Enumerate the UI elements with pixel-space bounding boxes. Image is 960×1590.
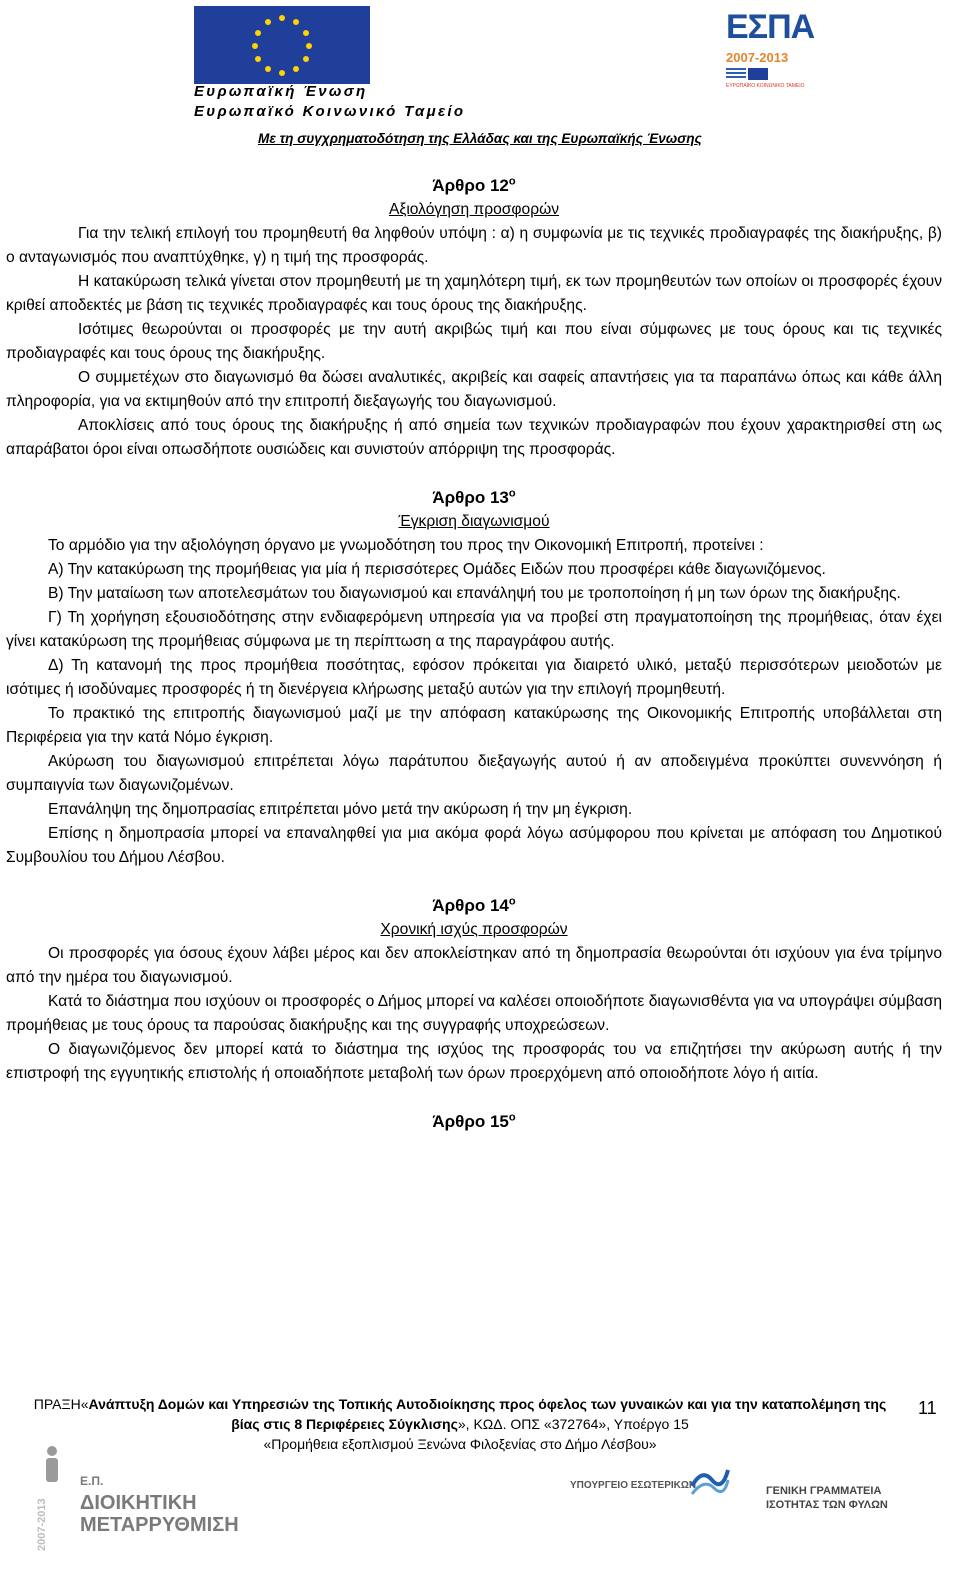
article-13-p5: Δ) Τη κατανομή της προς προμήθεια ποσότητας, εφόσον πρόκειται για διαιρετό υλικό, μεταξύ περισσότερων μειοδοτών με ισότιμες ή ισοδύναμες προσφορές ή τη διενέργεια κλήρωσης μεταξύ αυτών για την επιλογή προμηθευτή. — [6, 657, 942, 698]
gender-equality-secretariat-logo — [766, 1484, 888, 1512]
article-13-p7: Ακύρωση του διαγωνισμού επιτρέπεται λόγω παράτυπου διεξαγωγής αυτού ή αν αποδειγμένα προκύπτει συνεννόηση ή συμπαιγνία των διαγωνιζομένων. — [6, 753, 942, 794]
eu-text — [194, 82, 465, 122]
cofunding-line: Με τη συγχρηματοδότηση της Ελλάδας και της Ευρωπαϊκής Ένωσης — [258, 131, 702, 146]
page-number: 11 — [918, 1398, 937, 1418]
footer-line3: «Προμήθεια εξοπλισμού Ξενώνα Φιλοξενίας στο Δήμο Λέσβου» — [263, 1436, 657, 1452]
eu-line1: Ευρωπαϊκή Ένωση — [194, 83, 368, 100]
espa-logo — [716, 8, 815, 92]
article-12-p5: Αποκλίσεις από τους όρους της διακήρυξης ή από σημεία των τεχνικών προδιαγραφών που έχουν χαρακτηρισθεί στη ως απαράβατοι όροι είναι οπωσδήποτε ουσιώδεις και συνιστούν απόρριψη της προσφοράς. — [6, 417, 942, 458]
article-15-heading: Άρθρο $15^o$ — [432, 1111, 516, 1131]
dm-line2: ΜΕΤΑΡΡΥΘΜΙΣΗ — [80, 1514, 239, 1536]
dm-line1: ΔΙΟΙΚΗΤΙΚΗ — [80, 1492, 197, 1514]
eu-flag-logo — [194, 6, 370, 84]
article-14-p2: Κατά το διάστημα που ισχύουν οι προσφορές ο Δήμος μπορεί να καλέσει οποιοδήποτε διαγωνισθέντα για να υπογράψει σύμβαση προμήθειας με τους όρους τα παρούσας διακήρυξης και της συγγραφής υποχρεώσεων. — [6, 993, 942, 1034]
article-12-heading: Άρθρο $12^o$ — [432, 175, 516, 195]
dm-ep: Ε.Π. — [80, 1474, 104, 1488]
article-12-subtitle: Αξιολόγηση προσφορών — [388, 201, 560, 218]
espa-title: ΕΣΠΑ — [726, 8, 815, 46]
gg-line1: ΓΕΝΙΚΗ ΓΡΑΜΜΑΤΕΙΑ — [766, 1485, 882, 1497]
article-13-p9: Επίσης η δημοπρασία μπορεί να επαναληφθεί για μια ακόμα φορά λόγω ασύμφορου που κρίνεται με απόφαση του Δημοτικού Συμβουλίου του Δήμου Λέσβου. — [6, 825, 942, 866]
article-12-p4: Ο συμμετέχων στο διαγωνισμό θα δώσει αναλυτικές, ακριβείς και σαφείς απαντήσεις για τα παραπάνω όπως και κάθε άλλη πληροφορία, για να εκτιμηθούν από την επιτροπή διεξαγωγής του διαγωνισμού. — [6, 369, 942, 410]
footer-logos — [0, 1440, 960, 1590]
article-12-p3: Ισότιμες θεωρούνται οι προσφορές με την αυτή ακριβώς τιμή και που είναι σύμφωνες με τους όρους και τις τεχνικές προδιαγραφές και τους όρους της διακήρυξης. — [6, 321, 942, 362]
article-13-heading: Άρθρο $13^o$ — [432, 487, 516, 507]
article-14-p1: Οι προσφορές για όσους έχουν λάβει μέρος και δεν αποκλείστηκαν από τη δημοπρασία θεωρούνται ότι ισχύουν για ένα τρίμηνο από την ημέρα του διαγωνισμού. — [6, 945, 942, 986]
eu-stars-icon — [194, 6, 370, 84]
footer-prefix: ΠΡΑΞΗ« — [33, 1396, 89, 1412]
article-14-subtitle: Χρονική ισχύς προσφορών — [380, 921, 568, 938]
greek-flag-icon — [726, 68, 746, 80]
document-body — [6, 174, 942, 1134]
article-13-p8: Επανάληψη της δημοπρασίας επιτρέπεται μόνο μετά την ακύρωση ή την μη έγκριση. — [48, 801, 633, 818]
dm-years: 2007-2013 — [36, 1498, 48, 1552]
article-14-p3: Ο διαγωνιζόμενος δεν μπορεί κατά το διάστημα της ισχύος της προσφοράς του να επιζητήσει την ακύρωση αυτής ή την επιστροφή της εγγυητικής επιστολής ή οποιαδήποτε μεταβολή των όρων προερχόμενη από οποιοδήποτε λόγο ή αιτία. — [6, 1041, 942, 1082]
eu-flag-icon — [748, 68, 768, 80]
article-13-p6: Το πρακτικό της επιτροπής διαγωνισμού μαζί με την απόφαση κατακύρωσης της Οικονομικής Επιτροπής υποβάλλεται στη Περιφέρεια για την κατά Νόμο έγκριση. — [6, 705, 942, 746]
footer-suffix: », ΚΩΔ. ΟΠΣ «372764», Υποέργο 15 — [457, 1416, 689, 1432]
dioikitiki-metarrythmisi-logo — [80, 1470, 239, 1536]
ministry-interior-text: ΥΠΟΥΡΓΕΙΟ ΕΣΩΤΕΡΙΚΩΝ — [570, 1480, 697, 1491]
eu-line2: Ευρωπαϊκό Κοινωνικό Ταμείο — [194, 103, 466, 120]
espa-small-text: ΕΥΡΩΠΑΪΚΟ ΚΟΙΝΩΝΙΚΟ ΤΑΜΕΙΟ — [726, 83, 805, 89]
footer-project-title: Ανάπτυξη Δομών και Υπηρεσιών της Τοπικής Αυτοδιοίκησης προς όφελος των γυναικών και για την καταπολέμηση της βίας στις 8 Περιφέρειες Σύγκλισης — [88, 1396, 887, 1432]
article-13-subtitle: Έγκριση διαγωνισμού — [398, 513, 550, 530]
article-13-p4: Γ) Τη χορήγηση εξουσιοδότησης στην ενδιαφερόμενη υπηρεσία για να προβεί στη πραγματοποίηση της προμήθειας, όταν έχει γίνει κατακύρωση της προμήθειας σύμφωνα με τη περίπτωση α της παραγράφου αυτής. — [6, 609, 942, 650]
espa-years: 2007-2013 — [726, 50, 789, 65]
article-13-p2: Α) Την κατακύρωση της προμήθειας για μία ή περισσότερες Ομάδες Ειδών που προσφέρει κάθε διαγωνιζόμενος. — [48, 561, 826, 578]
article-13-p1: Το αρμόδιο για την αξιολόγηση όργανο με γνωμοδότηση του προς την Οικονομική Επιτροπή, προτείνει : — [48, 537, 764, 554]
article-13-p3: Β) Την ματαίωση των αποτελεσμάτων του διαγωνισμού και επανάληψή του με τροποποίηση ή μη των όρων της διακήρυξης. — [48, 585, 901, 602]
article-12-p1: Για την τελική επιλογή του προμηθευτή θα ληφθούν υπόψη : α) η συμφωνία με τις τεχνικές προδιαγραφές της διακήρυξης, β) ο ανταγωνισμός που αναπτύχθηκε, γ) η τιμή της προσφοράς. — [6, 225, 942, 266]
wave-logo-icon — [690, 1460, 730, 1498]
article-12-p2: Η κατακύρωση τελικά γίνεται στον προμηθευτή με τη χαμηλότερη τιμή, εκ των προμηθευτών των οποίων οι προσφορές έχουν κριθεί αποδεκτές με βάση τις τεχνικές προδιαγραφές και τους όρους της διακήρυξης. — [6, 273, 942, 314]
article-14-heading: Άρθρο $14^o$ — [432, 895, 516, 915]
gg-line2: ΙΣΟΤΗΤΑΣ ΤΩΝ ΦΥΛΩΝ — [766, 1499, 888, 1511]
